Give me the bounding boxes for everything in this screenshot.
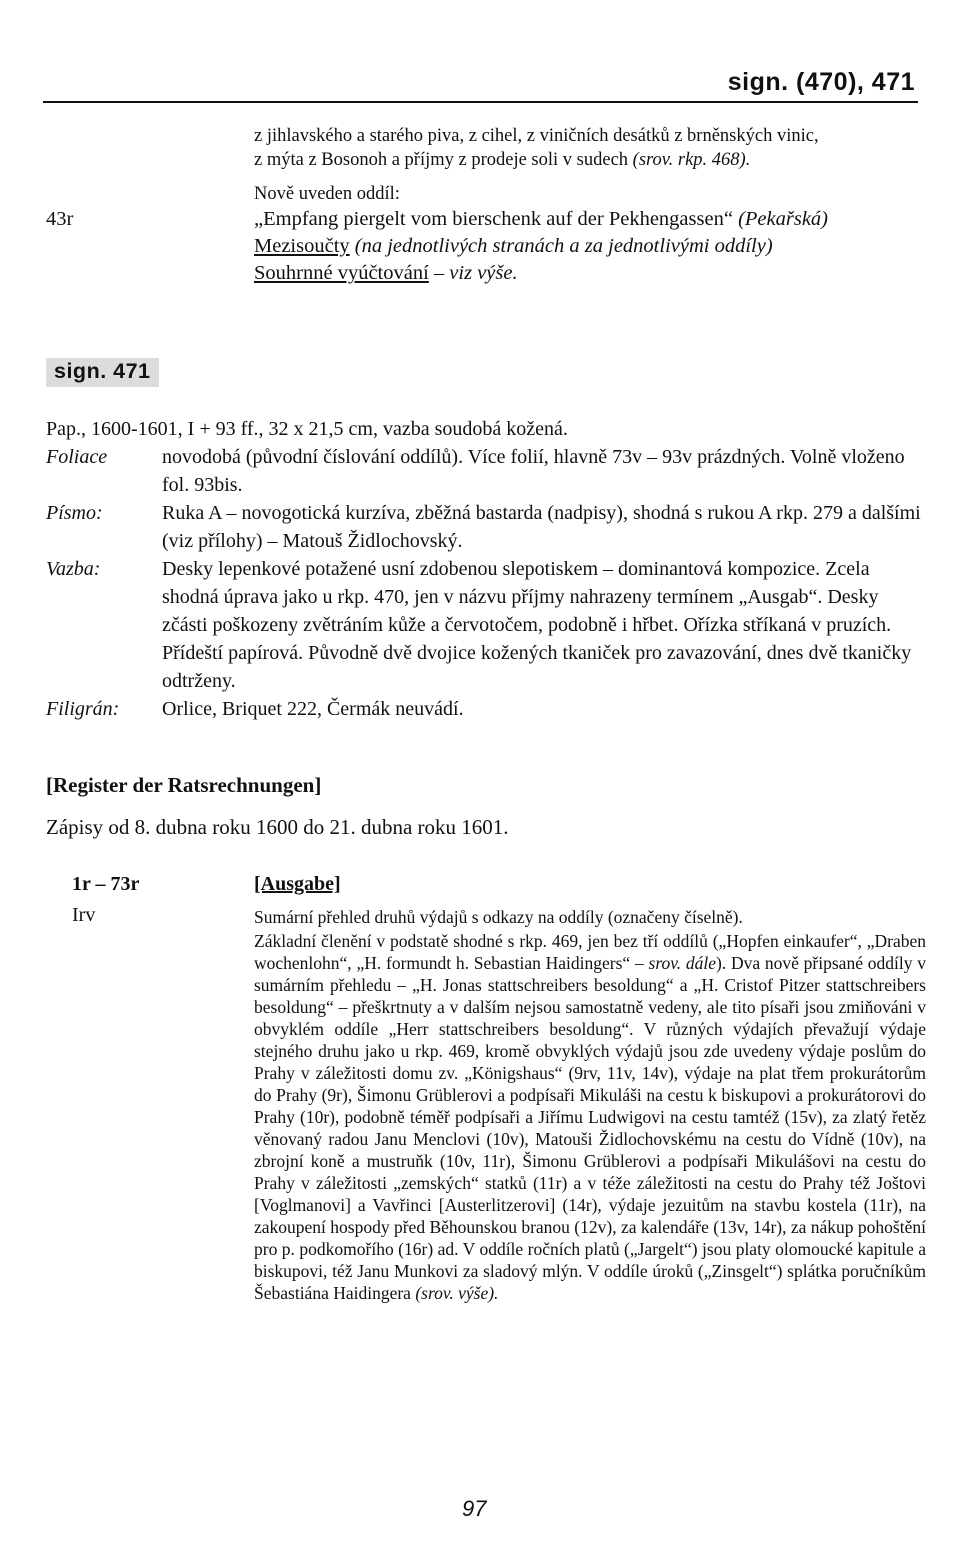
entry-sub-folio: Irv [72,904,96,926]
empfang-title: „Empfang piergelt vom bierschenk auf der Pekhengassen“ [254,208,739,230]
sign-badge: sign. 471 [46,358,159,387]
desc-row-filigran [46,695,926,723]
manuscript-description [46,415,926,723]
running-header-sign: sign. (470), 471 [727,68,915,96]
mezisoucty-label: Mezisoučty [254,235,350,257]
intro-line-2 [254,148,924,172]
entry-summary: Sumární přehled druhů výdajů s odkazy na oddíly (označeny číselně). [254,907,743,927]
intro-section [254,124,924,287]
page-number: 97 [462,1496,487,1521]
souhrnne-dash: – [428,262,450,284]
folio-43r: 43r [46,208,74,230]
desc-label: Foliace [46,446,108,468]
desc-label: Písmo: [46,502,103,524]
entry-folio-range: 1r – 73r [72,873,140,895]
entry-body [254,930,926,1304]
desc-label: Filigrán: [46,698,120,720]
intro-line-2-ref: (srov. rkp. 468). [632,150,751,170]
new-section-note: Nově uveden oddíl: [254,184,400,204]
souhrnne-line [254,260,924,287]
intro-line-1: z jihlavského a starého piva, z cihel, z viničních desátků z brněnských vinic, [254,126,819,146]
empfang-note: (Pekařská) [738,208,828,230]
entry-heading: [Ausgabe] [254,873,341,895]
empfang-section [254,206,924,233]
entry-body-ref-2: (srov. výše). [415,1283,499,1303]
souhrnne-ref: viz výše. [449,262,518,284]
desc-row-vazba [46,555,926,695]
desc-row-pismo [46,499,926,555]
entry-body-ref-1: srov. dále [648,953,716,973]
desc-text: Orlice, Briquet 222, Čermák neuvádí. [162,698,464,720]
pap-line: Pap., 1600-1601, I + 93 ff., 32 x 21,5 cm, vazba soudobá kožená. [46,418,568,440]
mezisoucty-line [254,233,924,260]
mezisoucty-note: (na jednotlivých stranách a za jednotlivými oddíly) [349,235,773,257]
register-title: [Register der Ratsrechnungen] [46,773,322,797]
souhrnne-label: Souhrnné vyúčtování [254,262,429,284]
desc-row-foliace [46,443,926,499]
entry-body-part-2: ). Dva nově připsané oddíly v sumárním přehledu – „H. Jonas stattschreibers besoldung“ a „H. Cristof Pitzer stattschreibers besoldung“ – přeškrtnuty a v dalším nejsou samostatně vedeny, ale tito písaři jsou zmiňováni v obvyklém oddíle „Herr stattschreibers besoldung“. V různých výdajích převažují výdaje stejného druhu jako u rkp. 469, kromě obvyklých výdajů jsou zde uvedeny výdaje poslům do Prahy v záležitosti domu zv. „Königshaus“ (9rv, 11v, 14v), výdaje na plat třem prokurátorům do Prahy (9r), Šimonu Grüblerovi a podpísaři Mikuláši na cestu k biskupovi a prokurátorovi do Prahy (10r), podobně téměř podpísaři a Jiřímu Ludwigovi na cestu tamtéž (15v), za zlatý řetěz věnovaný radou Janu Menclovi (10v), Matouši Židlochovskému na cestu do Vídně (10v), na zbrojní koně a mustruňk (10v, 11r), Šimonu Grüblerovi a podpísaři Mikulášovi na cestu do Prahy v záležitosti „zemských“ statků (11r) a v téže záležitosti na cestu do Prahy též Joštovi [Voglmanovi] a Vavřinci [Austerlitzerovi] (14r), výdaje jezuitům na stavbu kostela (11r), na zakoupení hospody před Běhounskou branou (12v), za kalendáře (13v, 14r), za nákup pohoštění pro p. podkomořího (16r) ad. V oddíle ročních platů („Jargelt“) jsou platy olomoucké kapitule a biskupovi, též Janu Munkovi za sladový mlýn. V oddíle úroků („Zinsgelt“) splátka poručníkům Šebastiána Haidingera [254,953,926,1303]
desc-text: novodobá (původní číslování oddílů). Více folií, hlavně 73v – 93v prázdných. Volně vloženo fol. 93bis. [162,446,905,496]
register-dates: Zápisy od 8. dubna roku 1600 do 21. dubna roku 1601. [46,815,509,839]
desc-text: Ruka A – novogotická kurzíva, zběžná bastarda (nadpisy), shodná s rukou A rkp. 279 a dalšími (viz přílohy) – Matouš Židlochovský. [162,502,921,552]
intro-line-2-text: z mýta z Bosonoh a příjmy z prodeje soli v sudech [254,150,633,170]
entry-body-part-1: Základní členění v podstatě shodné s rkp. 469, jen bez tří oddílů („Hopfen einkaufer“, „Draben wochenlohn“, „H. formundt h. Sebastian Haidingers“ – [254,931,926,973]
desc-text: Desky lepenkové potažené usní zdobenou slepotiskem – dominantová kompozice. Zcela shodná úprava jako u rkp. 470, jen v názvu příjmy nahrazeny termínem „Ausgab“. Desky zčásti poškozeny zvětráním kůže a červotočem, podobně i hřbet. Ořízka stříkaná v pruzích. Přídeští papírová. Původně dvě dvojice kožených tkaniček pro zavazování, dnes dvě tkaničky odtrženy. [162,558,912,692]
header-rule [43,101,918,103]
desc-label: Vazba: [46,558,101,580]
